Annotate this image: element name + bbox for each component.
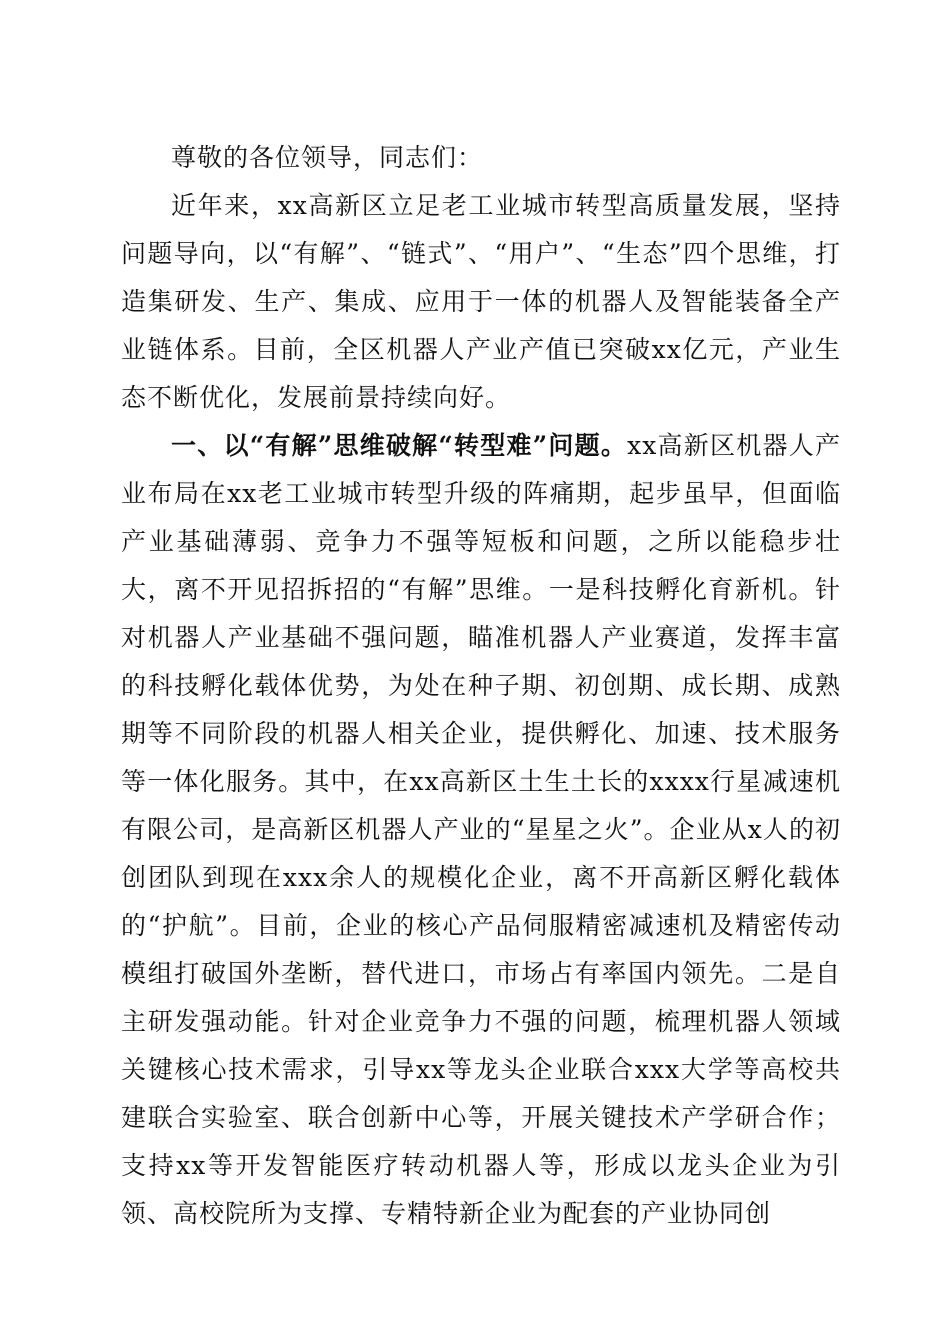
section-1-paragraph — [121, 422, 841, 1238]
document-body — [121, 134, 841, 1238]
section-1-body: xx高新区机器人产业布局在xx老工业城市转型升级的阵痛期，起步虽早，但面临产业基础薄弱、竞争力不强等短板和问题，之所以能稳步壮大，离不开见招拆招的“有解”思维。一是科技孵化育新机。针对机器人产业基础不强问题，瞄准机器人产业赛道，发挥丰富的科技孵化载体优势，为处在种子期、初创期、成长期、成熟期等不同阶段的机器人相关企业，提供孵化、加速、技术服务等一体化服务。其中，在xx高新区土生土长的xxxx行星减速机有限公司，是高新区机器人产业的“星星之火”。企业从x人的初创团队到现在xxx余人的规模化企业，离不开高新区孵化载体的“护航”。目前，企业的核心产品伺服精密减速机及精密传动模组打破国外垄断，替代进口，市场占有率国内领先。二是自主研发强动能。针对企业竞争力不强的问题，梳理机器人领域关键核心技术需求，引导xx等龙头企业联合xxx大学等高校共建联合实验室、联合创新中心等，开展关键技术产学研合作；支持xx等开发智能医疗转动机器人等，形成以龙头企业为引领、高校院所为支撑、专精特新企业为配套的产业协同创 — [121, 431, 841, 1228]
intro-paragraph: 近年来，xx高新区立足老工业城市转型高质量发展，坚持问题导向，以“有解”、“链式”、“用户”、“生态”四个思维，打造集研发、生产、集成、应用于一体的机器人及智能装备全产业链体系。目前，全区机器人产业产值已突破xx亿元，产业生态不断优化，发展前景持续向好。 — [121, 191, 841, 412]
section-1-heading: 一、以“有解”思维破解“转型难”问题。 — [171, 431, 628, 460]
greeting-paragraph: 尊敬的各位领导，同志们： — [171, 143, 484, 172]
